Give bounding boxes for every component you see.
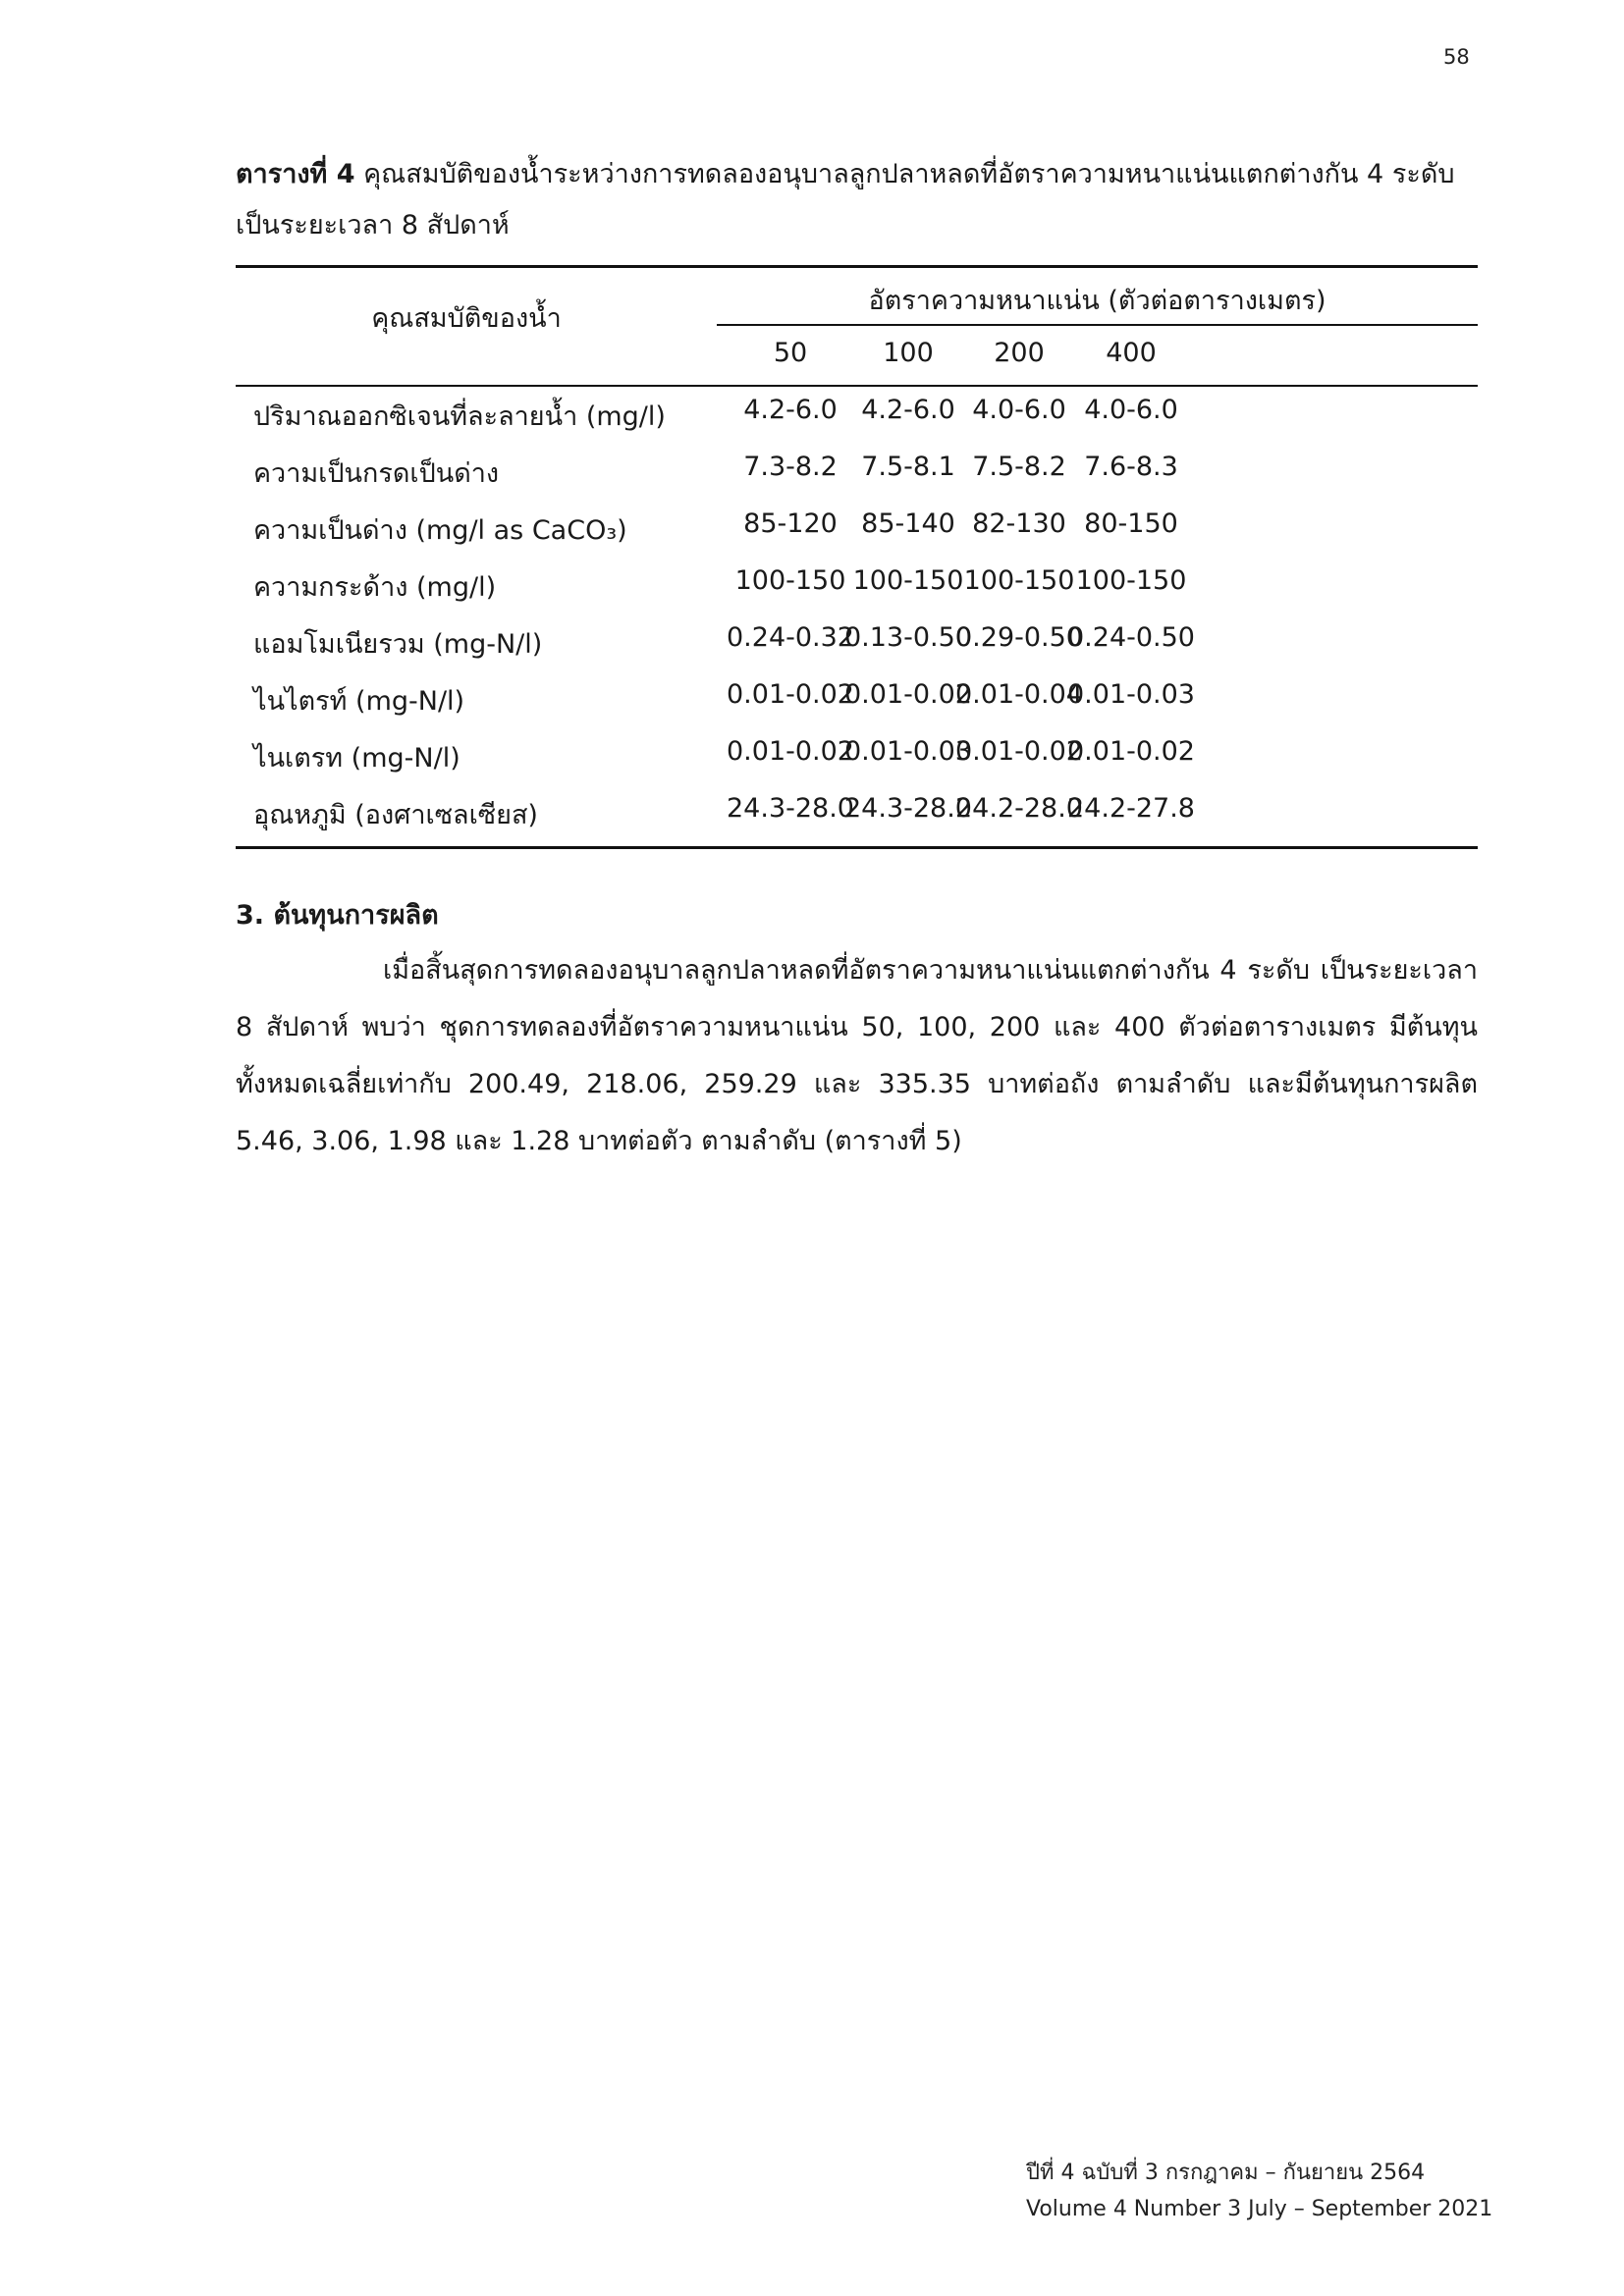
table-row <box>236 452 1478 508</box>
cell: 100-150 <box>734 565 846 596</box>
group-header-rule <box>717 324 1478 326</box>
table-row <box>236 508 1478 565</box>
table-row <box>236 622 1478 679</box>
cell: 4.0-6.0 <box>1084 395 1178 425</box>
cell: 100-150 <box>1075 565 1187 596</box>
cell: 24.3-28.0 <box>844 793 972 824</box>
cell: 4.2-6.0 <box>861 395 955 425</box>
table-row <box>236 793 1478 850</box>
cell: 7.5-8.1 <box>861 452 955 482</box>
cell: 0.24-0.50 <box>1067 622 1195 653</box>
section-paragraph: เมื่อสิ้นสุดการทดลองอนุบาลลูกปลาหลดที่อัตราความหนาแน่นแตกต่างกัน 4 ระดับ เป็นระยะเวลา 8 สัปดาห์ พบว่า ชุดการทดลองที่อัตราความหนาแน่น 50, 100, 200 และ 400 ตัวต่อตารางเมตร มีต้นทุนทั้งหมดเฉลี่ยเท่ากับ 200.49, 218.06, 259.29 และ 335.35 บาทต่อถัง ตามลำดับ และมีต้นทุนการผลิต 5.46, 3.06, 1.98 และ 1.28 บาทต่อตัว ตามลำดับ (ตารางที่ 5) <box>236 955 1478 1156</box>
table-row <box>236 395 1478 452</box>
journal-footer <box>1026 2155 1492 2227</box>
cell: 100-150 <box>963 565 1075 596</box>
row-label: แอมโมเนียรวม (mg-N/l) <box>253 629 543 660</box>
row-label: ความกระด้าง (mg/l) <box>253 572 497 603</box>
table-caption-text: คุณสมบัติของน้ำระหว่างการทดลองอนุบาลลูกปลาหลดที่อัตราความหนาแน่นแตกต่างกัน 4 ระดับ เป็นระยะเวลา 8 สัปดาห์ <box>236 159 1455 240</box>
row-label: ความเป็นด่าง (mg/l as CaCO₃) <box>253 515 627 546</box>
cell: 24.2-28.0 <box>955 793 1083 824</box>
section-title: 3. ต้นทุนการผลิต <box>236 900 439 931</box>
page-number: 58 <box>1443 45 1470 69</box>
row-label: ไนเตรท (mg-N/l) <box>253 743 460 774</box>
table-caption <box>236 149 1483 251</box>
cell: 4.2-6.0 <box>743 395 838 425</box>
density-group-header: อัตราความหนาแน่น (ตัวต่อตารางเมตร) <box>868 286 1326 316</box>
cell: 0.01-0.02 <box>727 736 854 767</box>
table-row <box>236 736 1478 793</box>
cell: 7.3-8.2 <box>743 452 838 482</box>
table-row <box>236 565 1478 622</box>
cell: 0.01-0.03 <box>1067 679 1195 710</box>
cell: 0.01-0.04 <box>955 679 1083 710</box>
column-header-50: 50 <box>773 338 808 368</box>
row-label: ความเป็นกรดเป็นด่าง <box>253 458 500 489</box>
footer-english-issue: Volume 4 Number 3 July – September 2021 <box>1026 2197 1493 2221</box>
cell: 0.01-0.02 <box>955 736 1083 767</box>
row-label: อุณหภูมิ (องศาเซลเซียส) <box>253 800 538 830</box>
cell: 85-140 <box>861 508 955 539</box>
cell: 24.2-27.8 <box>1067 793 1195 824</box>
cell: 0.01-0.02 <box>1067 736 1195 767</box>
cell: 100-150 <box>852 565 964 596</box>
cell: 82-130 <box>972 508 1066 539</box>
param-header: คุณสมบัติของน้ำ <box>371 303 562 334</box>
cell: 4.0-6.0 <box>972 395 1066 425</box>
column-header-100: 100 <box>883 338 934 368</box>
footer-thai-issue: ปีที่ 4 ฉบับที่ 3 กรกฎาคม – กันยายน 2564 <box>1026 2161 1426 2185</box>
cell: 0.24-0.32 <box>727 622 854 653</box>
row-label: ไนไตรท์ (mg-N/l) <box>253 686 465 717</box>
cell: 0.29-0.50 <box>955 622 1083 653</box>
cell: 0.01-0.03 <box>844 736 972 767</box>
cell: 24.3-28.0 <box>727 793 854 824</box>
table-header-rule <box>236 385 1478 387</box>
column-header-400: 400 <box>1106 338 1157 368</box>
cell: 0.13-0.50 <box>844 622 972 653</box>
cell: 80-150 <box>1084 508 1178 539</box>
table-caption-label: ตารางที่ 4 <box>236 159 355 189</box>
column-header-200: 200 <box>994 338 1045 368</box>
cell: 0.01-0.02 <box>844 679 972 710</box>
row-label: ปริมาณออกซิเจนที่ละลายน้ำ (mg/l) <box>253 401 666 432</box>
table-bottom-rule <box>236 846 1478 849</box>
cell: 7.6-8.3 <box>1084 452 1178 482</box>
table-top-rule <box>236 265 1478 268</box>
cell: 0.01-0.02 <box>727 679 854 710</box>
table-row <box>236 679 1478 736</box>
cell: 85-120 <box>743 508 838 539</box>
cell: 7.5-8.2 <box>972 452 1066 482</box>
